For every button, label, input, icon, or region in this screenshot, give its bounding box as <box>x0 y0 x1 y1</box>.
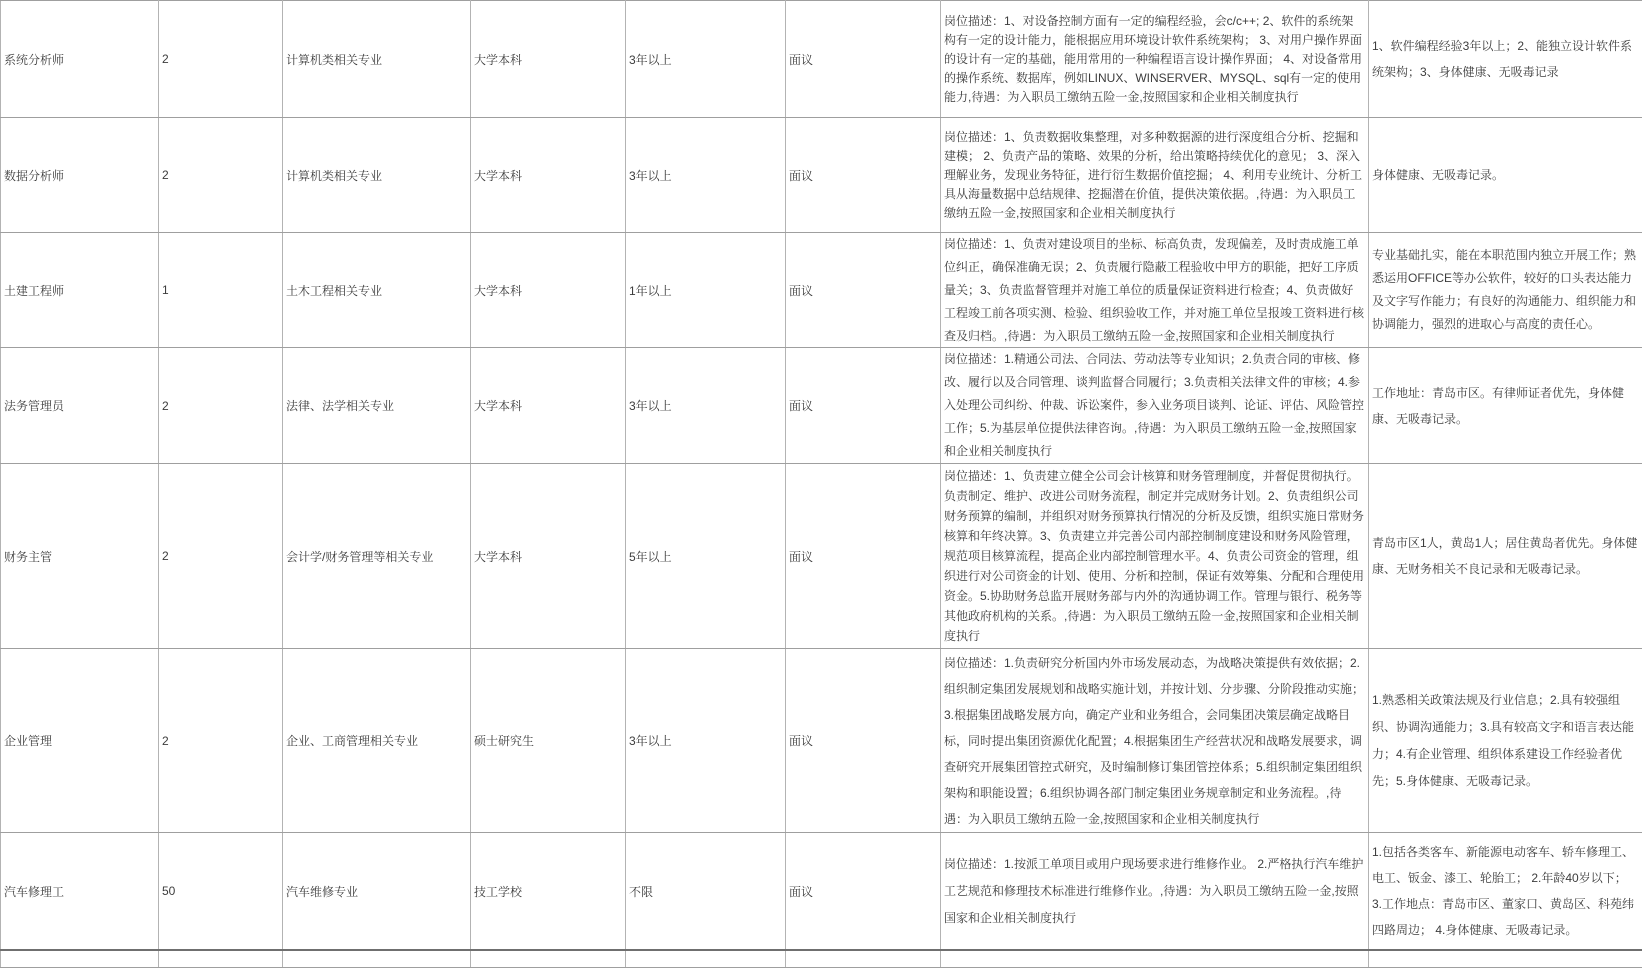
cell-text: 大学本科 <box>474 52 523 67</box>
cell-content-box <box>941 951 1368 967</box>
cell-headcount <box>159 1 283 118</box>
cell-text: 大学本科 <box>474 549 523 564</box>
cell-empty <box>283 950 471 968</box>
cell-headcount <box>159 118 283 233</box>
cell-experience <box>626 1 786 118</box>
cell-content-box <box>283 464 470 648</box>
cell-position <box>1 649 159 833</box>
table-row <box>1 1 1642 118</box>
cell-experience <box>626 464 786 649</box>
cell-content-box <box>941 649 1368 832</box>
cell-position <box>1 464 159 649</box>
cell-content-box <box>1 464 158 648</box>
cell-text: 岗位描述：1、负责数据收集整理，对多种数据源的进行深度组合分析、挖掘和建模； 2、负责产品的策略、效果的分析，给出策略持续优化的意见； 3、深入理解业务，发现业务特征，进行衍生数据价值挖掘； 4、利用专业统计、分析工具从海量数据中总结规律、挖掘潜在价值，提供决策依据。,待遇：为入职员工缴纳五险一金,按照国家和企业相关制度执行 <box>944 129 1363 220</box>
cell-content-box <box>1369 1 1642 117</box>
cell-major <box>283 649 471 833</box>
cell-content-box <box>1369 833 1642 949</box>
cell-content-box <box>471 233 625 347</box>
cell-text: 汽车修理工 <box>4 884 65 899</box>
cell-content-box <box>1 833 158 949</box>
cell-content-box <box>159 464 282 648</box>
cell-salary <box>786 649 941 833</box>
cell-position <box>1 118 159 233</box>
cell-education <box>471 233 626 348</box>
cell-content-box <box>941 833 1368 949</box>
cell-content-box <box>1 118 158 232</box>
cell-content-box <box>1 233 158 347</box>
cell-text: 1.熟悉相关政策法规及行业信息；2.具有较强组织、协调沟通能力；3.具有较高文字和语言表达能力；4.有企业管理、组织体系建设工作经验者优先；5.身体健康、无吸毒记录。 <box>1372 692 1635 788</box>
cell-education <box>471 1 626 118</box>
cell-experience <box>626 649 786 833</box>
cell-content-box <box>941 233 1368 347</box>
cell-content-box <box>626 649 785 832</box>
cell-text: 财务主管 <box>4 549 53 564</box>
cell-education <box>471 348 626 464</box>
cell-text: 1.包括各类客车、新能源电动客车、轿车修理工、电工、钣金、漆工、轮胎工； 2.年龄40岁以下； 3.工作地点：青岛市区、董家口、黄岛区、科苑纬四路周边； 4.身体健康、无吸毒记录。 <box>1372 845 1635 937</box>
cell-content-box <box>1369 118 1642 232</box>
cell-headcount <box>159 833 283 951</box>
cell-empty <box>626 950 786 968</box>
cell-education <box>471 649 626 833</box>
cell-content-box <box>786 1 940 117</box>
cell-content-box <box>786 464 940 648</box>
cell-text: 大学本科 <box>474 168 523 183</box>
cell-text: 50 <box>162 884 176 898</box>
cell-content-box <box>786 348 940 463</box>
cell-salary <box>786 1 941 118</box>
cell-salary <box>786 118 941 233</box>
cell-experience <box>626 348 786 464</box>
cell-text: 法律、法学相关专业 <box>286 399 395 413</box>
cell-text: 2 <box>162 398 169 413</box>
cell-education <box>471 833 626 951</box>
cell-content-box <box>786 649 940 832</box>
cell-content-box <box>626 348 785 463</box>
cell-major <box>283 118 471 233</box>
cell-salary <box>786 464 941 649</box>
cell-content-box <box>786 233 940 347</box>
cell-text: 法务管理员 <box>4 399 65 413</box>
cell-content-box <box>471 649 625 832</box>
cell-headcount <box>159 464 283 649</box>
cell-text: 5年以上 <box>629 549 672 564</box>
cell-text: 企业管理 <box>4 734 53 748</box>
cell-text: 2 <box>162 549 169 563</box>
cell-text: 3年以上 <box>629 52 672 67</box>
cell-content-box <box>626 233 785 347</box>
cell-text: 岗位描述：1、负责建立健全公司会计核算和财务管理制度，并督促贯彻执行。负责制定、维护、改进公司财务流程，制定并完成财务计划。2、负责组织公司财务预算的编制，并组织对财务预算执行情况的分析及反馈，组织实施日常财务核算和年终决算。3、负责建立并完善公司内部控制制度建设和财务风险管理，规范项目核算流程，提高企业内部控制管理水平。4、负责公司资金的管理，组织进行对公司资金的计划、使用、分析和控制，保证有效筹集、分配和合理使用资金。5.协助财务总监开展财务部与内外的沟通协调工作。管理与银行、税务等其他政府机构的关系。,待遇：为入职员工缴纳五险一金,按照国家和企业相关制度执行 <box>944 469 1365 643</box>
cell-content-box <box>283 649 470 832</box>
cell-empty <box>786 950 941 968</box>
cell-headcount <box>159 649 283 833</box>
cell-salary <box>786 348 941 464</box>
cell-text: 岗位描述：1、对设备控制方面有一定的编程经验，会c/c++; 2、软件的系统架构有一定的设计能力，能根据应用环境设计软件系统架构； 3、对用户操作界面的设计有一定的基础，能用常用的一种编程语言设计操作界面； 4、对设备常用的操作系统、数据库，例如LINUX、WINSERVER、MYSQL、sql有一定的使用能力,待遇：为入职员工缴纳五险一金,按照国家和企业相关制度执行 <box>944 13 1363 104</box>
cell-text: 会计学/财务管理等相关专业 <box>286 549 434 564</box>
cell-salary <box>786 833 941 951</box>
cell-text: 大学本科 <box>474 283 523 298</box>
cell-position <box>1 233 159 348</box>
cell-content-box <box>626 1 785 117</box>
cell-content-box <box>1369 348 1642 463</box>
cell-content-box <box>1369 649 1642 832</box>
cell-content-box <box>159 348 282 463</box>
cell-text: 1、软件编程经验3年以上；2、能独立设计软件系统架构；3、身体健康、无吸毒记录 <box>1372 39 1633 79</box>
cell-text: 企业、工商管理相关专业 <box>286 734 419 748</box>
cell-major <box>283 233 471 348</box>
cell-description <box>941 348 1369 464</box>
cell-text: 不限 <box>629 884 654 899</box>
cell-empty <box>941 950 1369 968</box>
cell-content-box <box>786 951 940 967</box>
cell-text: 土木工程相关专业 <box>286 283 383 298</box>
cell-content-box <box>1 951 158 967</box>
cell-headcount <box>159 348 283 464</box>
cell-text: 专业基础扎实，能在本职范围内独立开展工作；熟悉运用OFFICE等办公软件，较好的口头表达能力及文字写作能力；有良好的沟通能力、组织能力和协调能力，强烈的进取心与高度的责任心。 <box>1372 248 1637 331</box>
cell-text: 系统分析师 <box>4 52 65 67</box>
cell-text: 3年以上 <box>629 168 672 183</box>
cell-content-box <box>626 118 785 232</box>
cell-content-box <box>941 1 1368 117</box>
cell-content-box <box>471 348 625 463</box>
cell-text: 3年以上 <box>629 734 672 748</box>
cell-content-box <box>1369 233 1642 347</box>
cell-major <box>283 348 471 464</box>
cell-content-box <box>1 348 158 463</box>
cell-text: 计算机类相关专业 <box>286 168 383 183</box>
cell-text: 2 <box>162 168 169 182</box>
cell-text: 工作地址：青岛市区。有律师证者优先，身体健康、无吸毒记录。 <box>1372 385 1625 426</box>
cell-education <box>471 118 626 233</box>
cell-requirements <box>1369 118 1642 233</box>
cell-content-box <box>626 833 785 949</box>
cell-position <box>1 833 159 951</box>
cell-content-box <box>471 951 625 967</box>
cell-content-box <box>283 118 470 232</box>
cell-position <box>1 1 159 118</box>
cell-empty <box>159 950 283 968</box>
table-row <box>1 348 1642 464</box>
cell-experience <box>626 118 786 233</box>
cell-content-box <box>471 1 625 117</box>
cell-text: 面议 <box>789 168 814 183</box>
cell-requirements <box>1369 833 1642 951</box>
table-row <box>1 833 1642 951</box>
cell-text: 2 <box>162 52 169 66</box>
cell-text: 面议 <box>789 283 814 298</box>
cell-text: 面议 <box>789 549 814 564</box>
cell-description <box>941 233 1369 348</box>
cell-content-box <box>159 951 282 967</box>
cell-content-box <box>1 649 158 832</box>
cell-text: 技工学校 <box>474 884 523 899</box>
cell-experience <box>626 833 786 951</box>
cell-content-box <box>159 649 282 832</box>
cell-requirements <box>1369 1 1642 118</box>
cell-major <box>283 1 471 118</box>
cell-text: 土建工程师 <box>4 283 65 298</box>
cell-text: 岗位描述：1.负责研究分析国内外市场发展动态，为战略决策提供有效依据；2.组织制定集团发展规划和战略实施计划，并按计划、分步骤、分阶段推动实施；3.根据集团战略发展方向，确定产业和业务组合，会同集团决策层确定战略目标，同时提出集团资源优化配置；4.根据集团生产经营状况和战略发展要求，调查研究开展集团管控式研究，及时编制修订集团管控体系；5.组织制定集团组织架构和职能设置；6.组织协调各部门制定集团业务规章制定和业务流程。,待遇：为入职员工缴纳五险一金,按照国家和企业相关制度执行 <box>944 655 1365 826</box>
cell-major <box>283 464 471 649</box>
cell-requirements <box>1369 233 1642 348</box>
cell-education <box>471 464 626 649</box>
cell-salary <box>786 233 941 348</box>
cell-content-box <box>941 118 1368 232</box>
cell-requirements <box>1369 649 1642 833</box>
cell-text: 岗位描述：1.精通公司法、合同法、劳动法等专业知识；2.负责合同的审核、修改、履行以及合同管理、谈判监督合同履行；3.负责相关法律文件的审核；4.参入处理公司纠纷、仲裁、诉讼案件，参入业务项目谈判、论证、评估、风险管控工作；5.为基层单位提供法律咨询。,待遇：为入职员工缴纳五险一金,按照国家和企业相关制度执行 <box>944 352 1365 458</box>
cell-content-box <box>159 233 282 347</box>
cell-content-box <box>471 118 625 232</box>
table-row-partial <box>1 950 1642 968</box>
table-row <box>1 118 1642 233</box>
cell-description <box>941 464 1369 649</box>
cell-description <box>941 833 1369 951</box>
cell-content-box <box>283 233 470 347</box>
cell-text: 汽车维修专业 <box>286 884 359 899</box>
cell-description <box>941 1 1369 118</box>
cell-empty <box>1369 950 1642 968</box>
cell-text: 2 <box>162 733 169 748</box>
cell-content-box <box>159 1 282 117</box>
cell-text: 青岛市区1人，黄岛1人；居住黄岛者优先。身体健康、无财务相关不良记录和无吸毒记录。 <box>1372 536 1638 576</box>
cell-content-box <box>283 833 470 949</box>
cell-text: 3年以上 <box>629 399 672 413</box>
cell-text: 面议 <box>789 884 814 899</box>
cell-content-box <box>1 1 158 117</box>
cell-content-box <box>159 118 282 232</box>
cell-description <box>941 649 1369 833</box>
cell-text: 面议 <box>789 52 814 67</box>
cell-content-box <box>471 833 625 949</box>
cell-content-box <box>626 951 785 967</box>
cell-experience <box>626 233 786 348</box>
cell-text: 硕士研究生 <box>474 734 535 748</box>
cell-text: 身体健康、无吸毒记录。 <box>1372 168 1505 182</box>
cell-text: 大学本科 <box>474 399 523 413</box>
cell-position <box>1 348 159 464</box>
table-row <box>1 233 1642 348</box>
cell-text: 1年以上 <box>629 283 672 298</box>
cell-text: 计算机类相关专业 <box>286 52 383 67</box>
cell-text: 数据分析师 <box>4 168 65 183</box>
cell-text: 岗位描述：1、负责对建设项目的坐标、标高负责，发现偏差，及时责成施工单位纠正，确保准确无误；2、负责履行隐蔽工程验收中甲方的职能，把好工序质量关；3、负责监督管理并对施工单位的质量保证资料进行检查；4、负责做好工程竣工前各项实测、检验、组织验收工作，并对施工单位呈报竣工资料进行核查及归档。,待遇：为入职员工缴纳五险一金,按照国家和企业相关制度执行 <box>944 236 1365 343</box>
cell-text: 面议 <box>789 399 814 413</box>
cell-content-box <box>626 464 785 648</box>
cell-empty <box>1 950 159 968</box>
cell-requirements <box>1369 348 1642 464</box>
cell-content-box <box>283 951 470 967</box>
jobs-table-body <box>1 1 1642 968</box>
cell-content-box <box>159 833 282 949</box>
cell-content-box <box>941 348 1368 463</box>
cell-content-box <box>1369 464 1642 648</box>
cell-requirements <box>1369 464 1642 649</box>
cell-headcount <box>159 233 283 348</box>
cell-content-box <box>1369 951 1642 967</box>
cell-empty <box>471 950 626 968</box>
cell-content-box <box>786 118 940 232</box>
cell-major <box>283 833 471 951</box>
cell-content-box <box>283 348 470 463</box>
table-row <box>1 464 1642 649</box>
cell-text: 1 <box>162 283 169 297</box>
cell-content-box <box>471 464 625 648</box>
cell-content-box <box>283 1 470 117</box>
cell-text: 面议 <box>789 734 814 748</box>
table-row <box>1 649 1642 833</box>
cell-description <box>941 118 1369 233</box>
cell-content-box <box>786 833 940 949</box>
cell-text: 岗位描述：1.按派工单项目或用户现场要求进行维修作业。 2.严格执行汽车维护工艺规范和修理技术标准进行维修作业。,待遇：为入职员工缴纳五险一金,按照国家和企业相关制度执行 <box>944 856 1364 925</box>
cell-content-box <box>941 464 1368 648</box>
